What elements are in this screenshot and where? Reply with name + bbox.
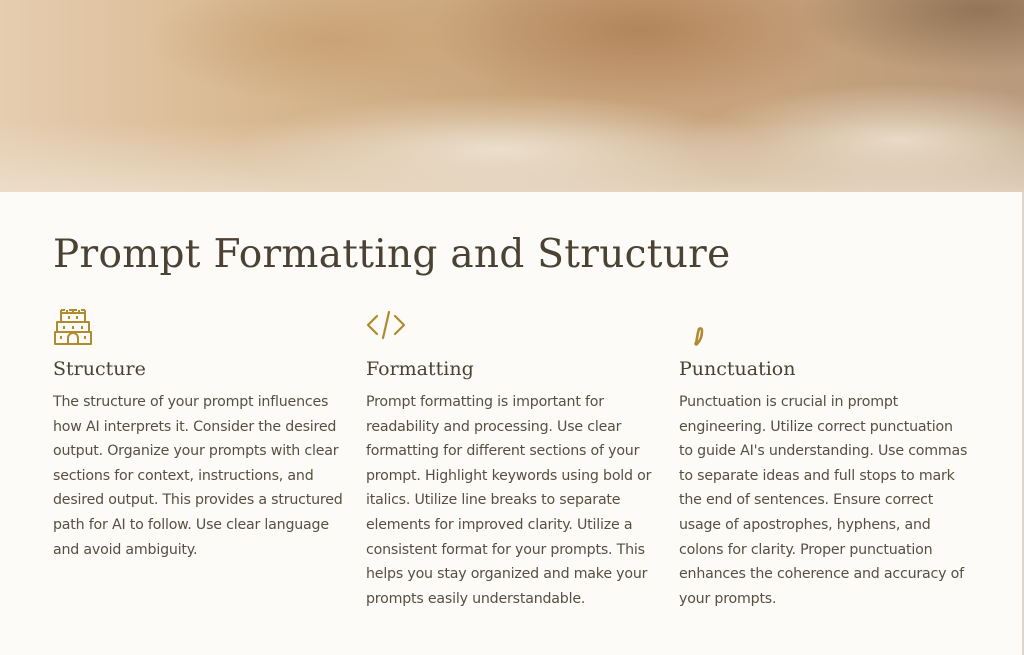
section-punctuation <box>679 304 969 611</box>
section-heading: Formatting <box>366 358 474 380</box>
code-icon <box>366 304 656 346</box>
section-heading: Punctuation <box>679 358 796 380</box>
page-title: Prompt Formatting and Structure <box>53 232 731 277</box>
section-heading: Structure <box>53 358 146 380</box>
castle-icon <box>53 304 343 346</box>
section-structure <box>53 304 343 562</box>
section-text: The structure of your prompt influences how AI interprets it. Consider the desired output. Organize your prompts with clear sections for context, instructions, and desired output. This provides a structured path for AI to follow. Use clear language and avoid ambiguity. <box>53 394 343 558</box>
section-text: Punctuation is crucial in prompt engineering. Utilize correct punctuation to guide AI's understanding. Use commas to separate ideas and full stops to mark the end of sentences. Ensure correct usage of apostrophes, hyphens, and colons for clarity. Proper punctuation enhances the coherence and accuracy of your prompts. <box>679 394 968 607</box>
section-text: Prompt formatting is important for readability and processing. Use clear formatting for different sections of your prompt. Highlight keywords using bold or italics. Utilize line breaks to separate elements for improved clarity. Utilize a consistent format for your prompts. This helps you stay organized and make your prompts easily understandable. <box>366 394 652 607</box>
hero-image <box>0 0 1024 192</box>
section-formatting <box>366 304 656 611</box>
main-content <box>0 192 1024 655</box>
comma-icon <box>679 304 969 346</box>
